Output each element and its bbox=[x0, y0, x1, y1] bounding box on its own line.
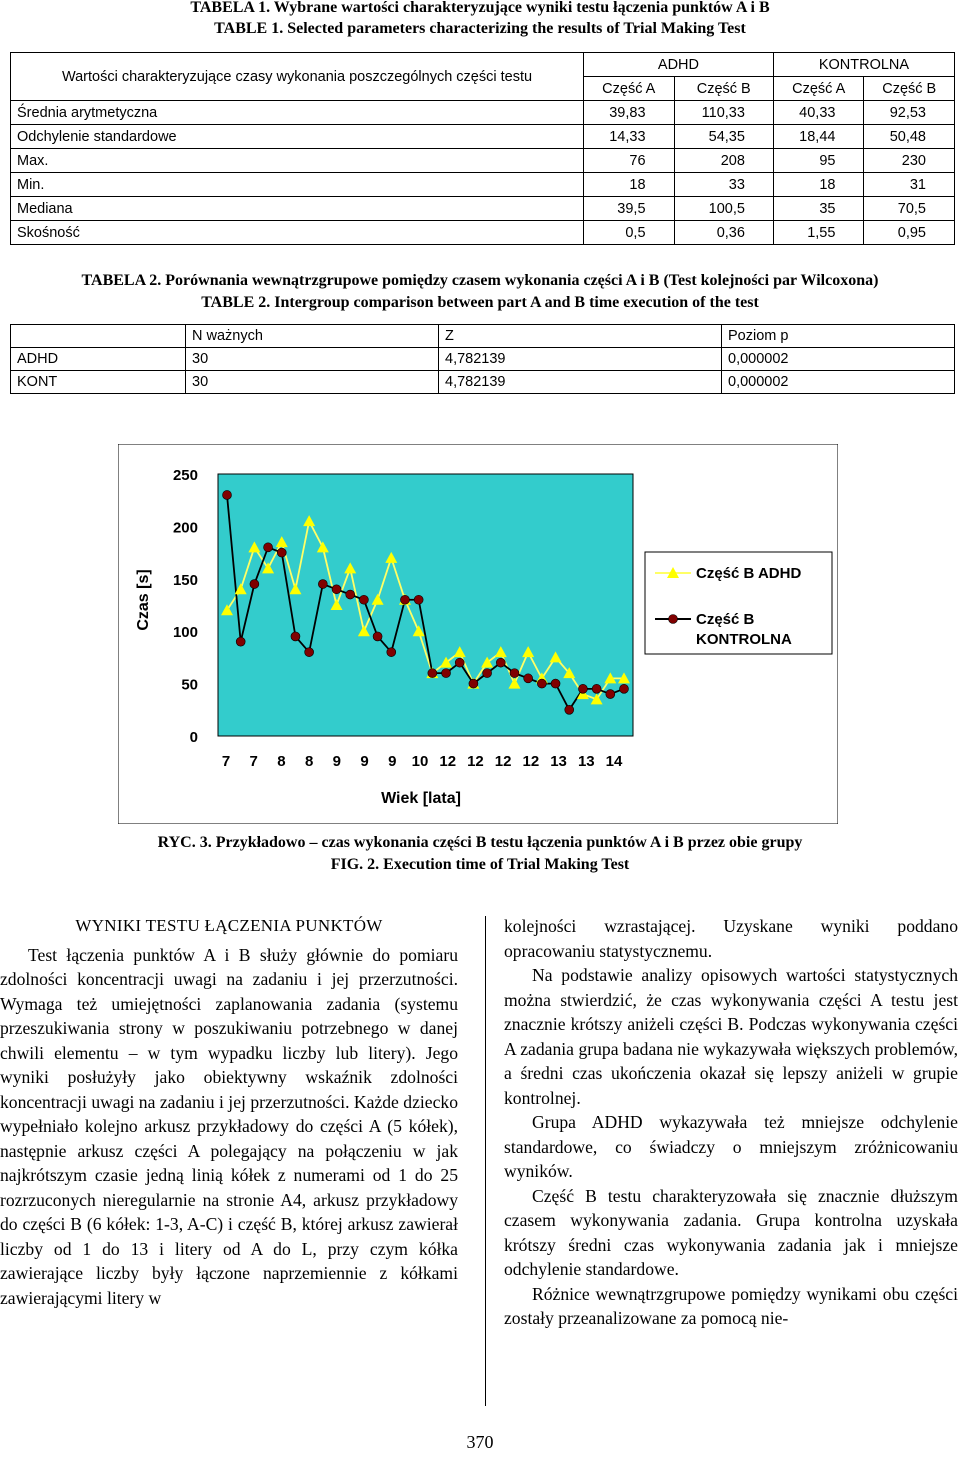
table2-header-row bbox=[11, 325, 955, 348]
paragraph: Różnice wewnątrzgrupowe pomiędzy wynikami obu części zostały przeanalizowane za pomocą nie- bbox=[504, 1283, 958, 1328]
cell: 0,36 bbox=[674, 221, 773, 245]
cell: 208 bbox=[674, 149, 773, 173]
cell: 30 bbox=[186, 348, 439, 371]
x-tick-label: 13 bbox=[577, 753, 595, 770]
y-axis-label: Czas [s] bbox=[135, 569, 152, 631]
data-point-circle bbox=[332, 585, 341, 594]
data-point-circle bbox=[496, 658, 505, 667]
cell: 1,55 bbox=[773, 221, 864, 245]
x-tick-label: 8 bbox=[277, 753, 286, 770]
data-point-circle bbox=[277, 548, 286, 557]
cell: 70,5 bbox=[864, 197, 955, 221]
data-point-circle bbox=[510, 669, 519, 678]
x-tick-label: 9 bbox=[388, 753, 397, 770]
cell: 30 bbox=[186, 371, 439, 394]
paragraph: Na podstawie analizy opisowych wartości statystycznych można stwierdzić, że czas wykonywania części A testu jest znacznie krótszy aniżeli części B. Podczas wykonywania części A zadania grupa badana nie wykazywała większych problemów, a średni czas ukończenia okazał się lepszy aniżeli w grupie kontrolnej. bbox=[504, 965, 958, 1108]
y-tick-label: 0 bbox=[189, 729, 198, 746]
table2-caption-en: TABLE 2. Intergroup comparison between part A and B time execution of the test bbox=[201, 294, 759, 311]
table2-caption-pl: TABELA 2. Porównania wewnątrzgrupowe pomiędzy czasem wykonania części A i B (Test kolejności par Wilcoxona) bbox=[81, 272, 879, 289]
data-point-circle bbox=[346, 590, 355, 599]
table1-caption-pl: TABELA 1. Wybrane wartości charakteryzujące wyniki testu łączenia punktów A i B bbox=[190, 0, 770, 16]
y-tick-label: 100 bbox=[172, 624, 198, 642]
table2-header: N ważnych bbox=[186, 325, 439, 348]
x-tick-label: 8 bbox=[304, 753, 314, 770]
paragraph: Test łączenia punktów A i B służy głównie do pomiaru zdolności koncentracji uwagi na zadaniu i jej przerzutności. Wymaga też umiejętności zaplanowania zadania (systemu przeszukiwania strony w poszukiwaniu potrzebnego w danej chwili elementu – w tym wypadku liczby lub litery). Jego wyniki posłużyły jako obiektywny wskaźnik zdolności koncentracji uwagi na zadaniu i jej przerzutności. Każde dziecko wypełniało kolejno arkusz przykładowy do części A (5 kółek), następnie arkusz części A polegający na połączeniu w jak najkrótszym czasie jedną linią kółek z numerami od 1 do 25 rozrzuconych nieregularnie na stronie A4, arkusz przykładowy do części B (6 kółek: 1-3, A-C) i część B, której arkusz zawierał liczby od 1 do 13 i litery od A do L, przy czym kółka zawierające liczby były łączone naprzemiennie z kółkami zawierającymi litery w bbox=[0, 944, 458, 1308]
cell: 39,83 bbox=[584, 101, 675, 125]
data-point-circle bbox=[414, 595, 423, 604]
cell: 31 bbox=[864, 173, 955, 197]
cell: 0,5 bbox=[584, 221, 675, 245]
table1 bbox=[10, 52, 955, 245]
cell: 39,5 bbox=[584, 197, 675, 221]
table1-corner-label: Wartości charakteryzujące czasy wykonania poszczególnych części testu bbox=[11, 53, 584, 101]
data-point-circle bbox=[305, 648, 314, 657]
data-point-circle bbox=[236, 637, 245, 646]
paragraph: Grupa ADHD wykazywała też mniejsze odchylenie standardowe, co świadczy o mniejszym zróżnicowaniu wyników. bbox=[504, 1112, 958, 1181]
paragraph: kolejności wzrastającej. Uzyskane wyniki poddano opracowaniu statystycznemu. bbox=[504, 916, 958, 961]
x-tick-label: 12 bbox=[467, 753, 484, 770]
cell: 50,48 bbox=[864, 125, 955, 149]
data-point-circle bbox=[387, 648, 396, 657]
data-point-circle bbox=[620, 684, 629, 693]
cell: 18,44 bbox=[773, 125, 864, 149]
line-chart bbox=[118, 444, 838, 824]
y-tick-label: 200 bbox=[172, 519, 198, 537]
y-tick-label: 50 bbox=[181, 676, 198, 694]
data-point-circle bbox=[318, 580, 327, 589]
table1-subheader: Część B bbox=[674, 77, 773, 101]
table2 bbox=[10, 324, 955, 394]
data-point-circle bbox=[250, 580, 259, 589]
cell: 95 bbox=[773, 149, 864, 173]
column-divider bbox=[485, 916, 486, 1406]
x-tick-label: 12 bbox=[494, 753, 512, 770]
x-tick-label: 12 bbox=[439, 753, 457, 770]
cell: 76 bbox=[584, 149, 675, 173]
table-row bbox=[11, 221, 955, 245]
x-tick-label: 7 bbox=[221, 753, 231, 770]
row-label: KONT bbox=[11, 371, 186, 394]
table-row bbox=[11, 125, 955, 149]
cell: 14,33 bbox=[584, 125, 675, 149]
table1-caption-en: TABLE 1. Selected parameters characterizing the results of Trial Making Test bbox=[214, 20, 746, 37]
row-label: Mediana bbox=[11, 197, 584, 221]
table-row bbox=[11, 197, 955, 221]
data-point-circle bbox=[483, 669, 492, 678]
table2-header: Z bbox=[439, 325, 722, 348]
cell: 0,000002 bbox=[722, 371, 955, 394]
legend-label-kontrol: Część B KONTROLNA bbox=[696, 611, 792, 648]
paragraph: Część B testu charakteryzowała się znacznie dłuższym czasem wykonywania zadania. Grupa kontrolna uzyskała krótszy średni czas wykonywania zadania jak i mniejsze odchylenie standardowe. bbox=[504, 1185, 958, 1279]
cell: 35 bbox=[773, 197, 864, 221]
table-row bbox=[11, 101, 955, 125]
page-number: 370 bbox=[466, 1432, 494, 1452]
table1-subheader: Część A bbox=[584, 77, 675, 101]
row-label: Min. bbox=[11, 173, 584, 197]
table-row bbox=[11, 173, 955, 197]
data-point-circle bbox=[606, 690, 615, 699]
cell: 18 bbox=[584, 173, 675, 197]
x-tick-label: 14 bbox=[605, 753, 623, 770]
x-tick-label: 7 bbox=[249, 753, 258, 770]
y-tick-label: 250 bbox=[172, 467, 198, 484]
table-row bbox=[11, 348, 955, 371]
cell: 4,782139 bbox=[439, 371, 722, 394]
table1-header-row bbox=[11, 53, 955, 77]
data-point-circle bbox=[442, 669, 451, 678]
data-point-circle bbox=[565, 705, 574, 714]
row-label: ADHD bbox=[11, 348, 186, 371]
row-label: Odchylenie standardowe bbox=[11, 125, 584, 149]
table1-subheader: Część B bbox=[864, 77, 955, 101]
table1-group-adhd: ADHD bbox=[584, 53, 774, 77]
section-heading: WYNIKI TESTU ŁĄCZENIA PUNKTÓW bbox=[75, 916, 383, 935]
data-point-circle bbox=[524, 674, 533, 683]
data-point-circle bbox=[373, 632, 382, 641]
cell: 18 bbox=[773, 173, 864, 197]
data-point-circle bbox=[291, 632, 300, 641]
legend-marker-kontrol bbox=[669, 615, 678, 624]
data-point-circle bbox=[469, 679, 478, 688]
data-point-circle bbox=[400, 595, 409, 604]
data-point-circle bbox=[264, 543, 273, 552]
cell: 0,95 bbox=[864, 221, 955, 245]
table-row bbox=[11, 371, 955, 394]
x-tick-label: 10 bbox=[411, 753, 429, 770]
cell: 110,33 bbox=[674, 101, 773, 125]
table1-group-kontrol: KONTROLNA bbox=[773, 53, 954, 77]
table2-corner bbox=[11, 325, 186, 348]
table2-header: Poziom p bbox=[722, 325, 955, 348]
row-label: Max. bbox=[11, 149, 584, 173]
right-column bbox=[504, 914, 958, 1331]
x-tick-label: 9 bbox=[332, 753, 342, 770]
data-point-circle bbox=[551, 679, 560, 688]
x-tick-label: 13 bbox=[550, 753, 567, 770]
cell: 92,53 bbox=[864, 101, 955, 125]
table1-subheader: Część A bbox=[773, 77, 864, 101]
figure-caption-pl: RYC. 3. Przykładowo – czas wykonania części B testu łączenia punktów A i B przez obie grupy bbox=[157, 834, 803, 851]
cell: 100,5 bbox=[674, 197, 773, 221]
table-row bbox=[11, 149, 955, 173]
legend-label-adhd: Część B ADHD bbox=[696, 565, 802, 582]
cell: 33 bbox=[674, 173, 773, 197]
cell: 54,35 bbox=[674, 125, 773, 149]
x-axis-label: Wiek [lata] bbox=[381, 790, 461, 807]
data-point-circle bbox=[223, 490, 232, 499]
row-label: Skośność bbox=[11, 221, 584, 245]
data-point-circle bbox=[537, 679, 546, 688]
cell: 4,782139 bbox=[439, 348, 722, 371]
left-column bbox=[0, 914, 458, 1310]
cell: 40,33 bbox=[773, 101, 864, 125]
cell: 0,000002 bbox=[722, 348, 955, 371]
data-point-circle bbox=[592, 684, 601, 693]
plot-area bbox=[218, 474, 633, 736]
data-point-circle bbox=[359, 595, 368, 604]
data-point-circle bbox=[578, 684, 587, 693]
cell: 230 bbox=[864, 149, 955, 173]
data-point-circle bbox=[455, 658, 464, 667]
data-point-circle bbox=[428, 669, 437, 678]
y-tick-label: 150 bbox=[172, 571, 198, 589]
row-label: Średnia arytmetyczna bbox=[11, 101, 584, 125]
x-tick-label: 9 bbox=[360, 753, 369, 770]
figure-caption-en: FIG. 2. Execution time of Trial Making Test bbox=[330, 856, 630, 873]
x-tick-label: 12 bbox=[522, 753, 540, 770]
